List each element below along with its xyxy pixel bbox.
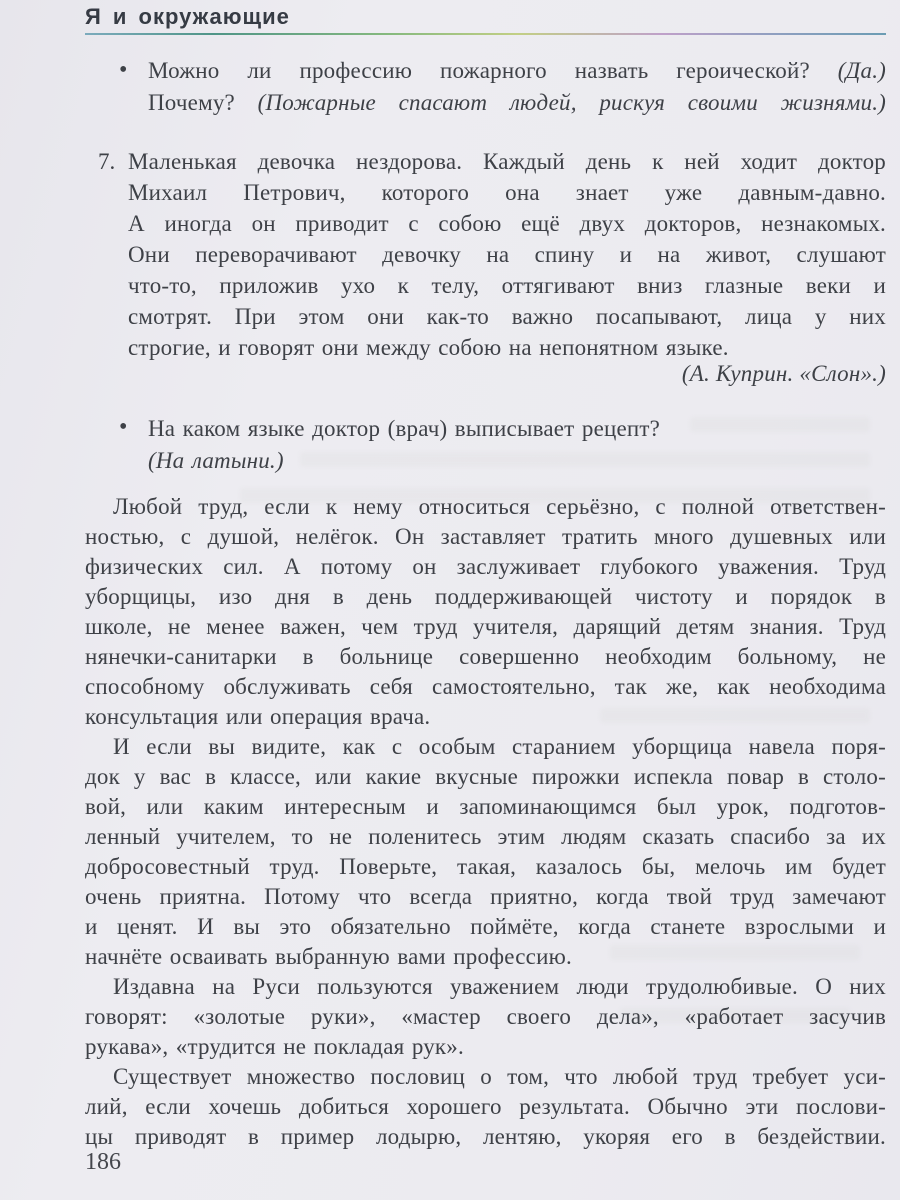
paragraph-line: начнёте осваивать выбранную вами профессию. [85,944,572,969]
page-number: 186 [85,1149,121,1175]
paragraph-line: И если вы видите, как с особым старанием уборщица навела поря- [113,734,886,759]
body-text [85,492,886,1152]
paragraph-line: лий, если хочешь добиться хорошего результата. Обычно эти послови- [85,1094,886,1119]
paragraph-line: ленный учителем, то не поленитесь этим людям сказать спасибо за их [85,824,886,849]
question-text: Можно ли профессию пожарного назвать героической? [148,58,838,83]
paragraph-line: говорят: «золотые руки», «мастер своего дела», «работает засучив [85,1004,886,1029]
paragraph-line: нянечки-санитарки в больнице совершенно необходим больному, не [85,644,886,669]
paragraph-line: очень приятна. Потому что всегда приятно, когда твой труд замечают [85,884,886,909]
paragraph-line: рукава», «трудится не покладая рук». [85,1034,464,1059]
exercise-text-line: что-то, приложив ухо к телу, оттягивают вниз глазные веки и [128,273,886,298]
answer-text: (Пожарные спасают людей, рискуя своими жизнями.) [257,90,887,115]
header-rule [85,33,886,35]
paragraph-line: док у вас в классе, или какие вкусные пирожки испекла повар в столо- [85,764,886,789]
paragraph-line: консультация или операция врача. [85,704,431,729]
exercise-text-line: Они переворачивают девочку на спину и на живот, слушают [128,242,886,267]
paragraph-line: Любой труд, если к нему относиться серьёзно, с полной ответствен- [113,494,886,519]
exercise-text-line: смотрят. При этом они как-то важно посапывают, лица у них [128,304,886,329]
paragraph-line: добросовестный труд. Поверьте, такая, казалось бы, мелочь им будет [85,854,886,879]
question-text: На каком языке доктор (врач) выписывает рецепт? [148,416,661,441]
exercise-7-text [128,146,886,363]
paragraph-line: и ценят. И вы это обязательно поймёте, когда станете взрослыми и [85,914,886,939]
paragraph-line: способному обслуживать себя самостоятельно, так же, как необходима [85,674,886,699]
question-text: Почему? [148,90,258,115]
paragraph-line: школе, не менее важен, чем труд учителя, дарящий детям знания. Труд [85,614,886,639]
exercise-number: 7. [98,149,116,174]
bullet-icon: • [119,414,128,440]
paragraph-line: ностью, с душой, нелёгок. Он заставляет тратить много душевных или [85,524,886,549]
paragraph-line: Существует множество пословиц о том, что любой труд требует уси- [113,1064,886,1089]
paragraph-line: цы приводят в пример лодырю, лентяю, укоряя его в бездействии. [85,1124,886,1149]
paragraph-line: вой, или каким интересным и запоминающимся был урок, подготов- [85,794,886,819]
paragraph-line: уборщицы, изо дня в день поддерживающей чистоту и порядок в [85,584,886,609]
question-line [148,87,886,119]
question-block-1 [148,55,886,119]
paragraph-line: Издавна на Руси пользуются уважением люди трудолюбивые. О них [113,974,886,999]
answer-text: (Да.) [837,58,886,83]
answer-text: (На латыни.) [148,448,284,473]
question-block-2 [148,413,886,477]
exercise-text-line: Маленькая девочка нездорова. Каждый день к ней ходит доктор [128,149,886,174]
exercise-text-line: А иногда он приводит с собою ещё двух докторов, незнакомых. [128,211,886,236]
question-line [148,55,886,87]
exercise-text-line: Михаил Петрович, которого она знает уже давным-давно. [128,180,886,205]
bullet-icon: • [119,57,128,83]
running-head: Я и окружающие [85,4,290,29]
attribution: (А. Куприн. «Слон».) [681,361,886,386]
exercise-text-line: строгие, и говорят они между собою на непонятном языке. [128,335,729,360]
paragraph-line: физических сил. А потому он заслуживает глубокого уважения. Труд [85,554,886,579]
